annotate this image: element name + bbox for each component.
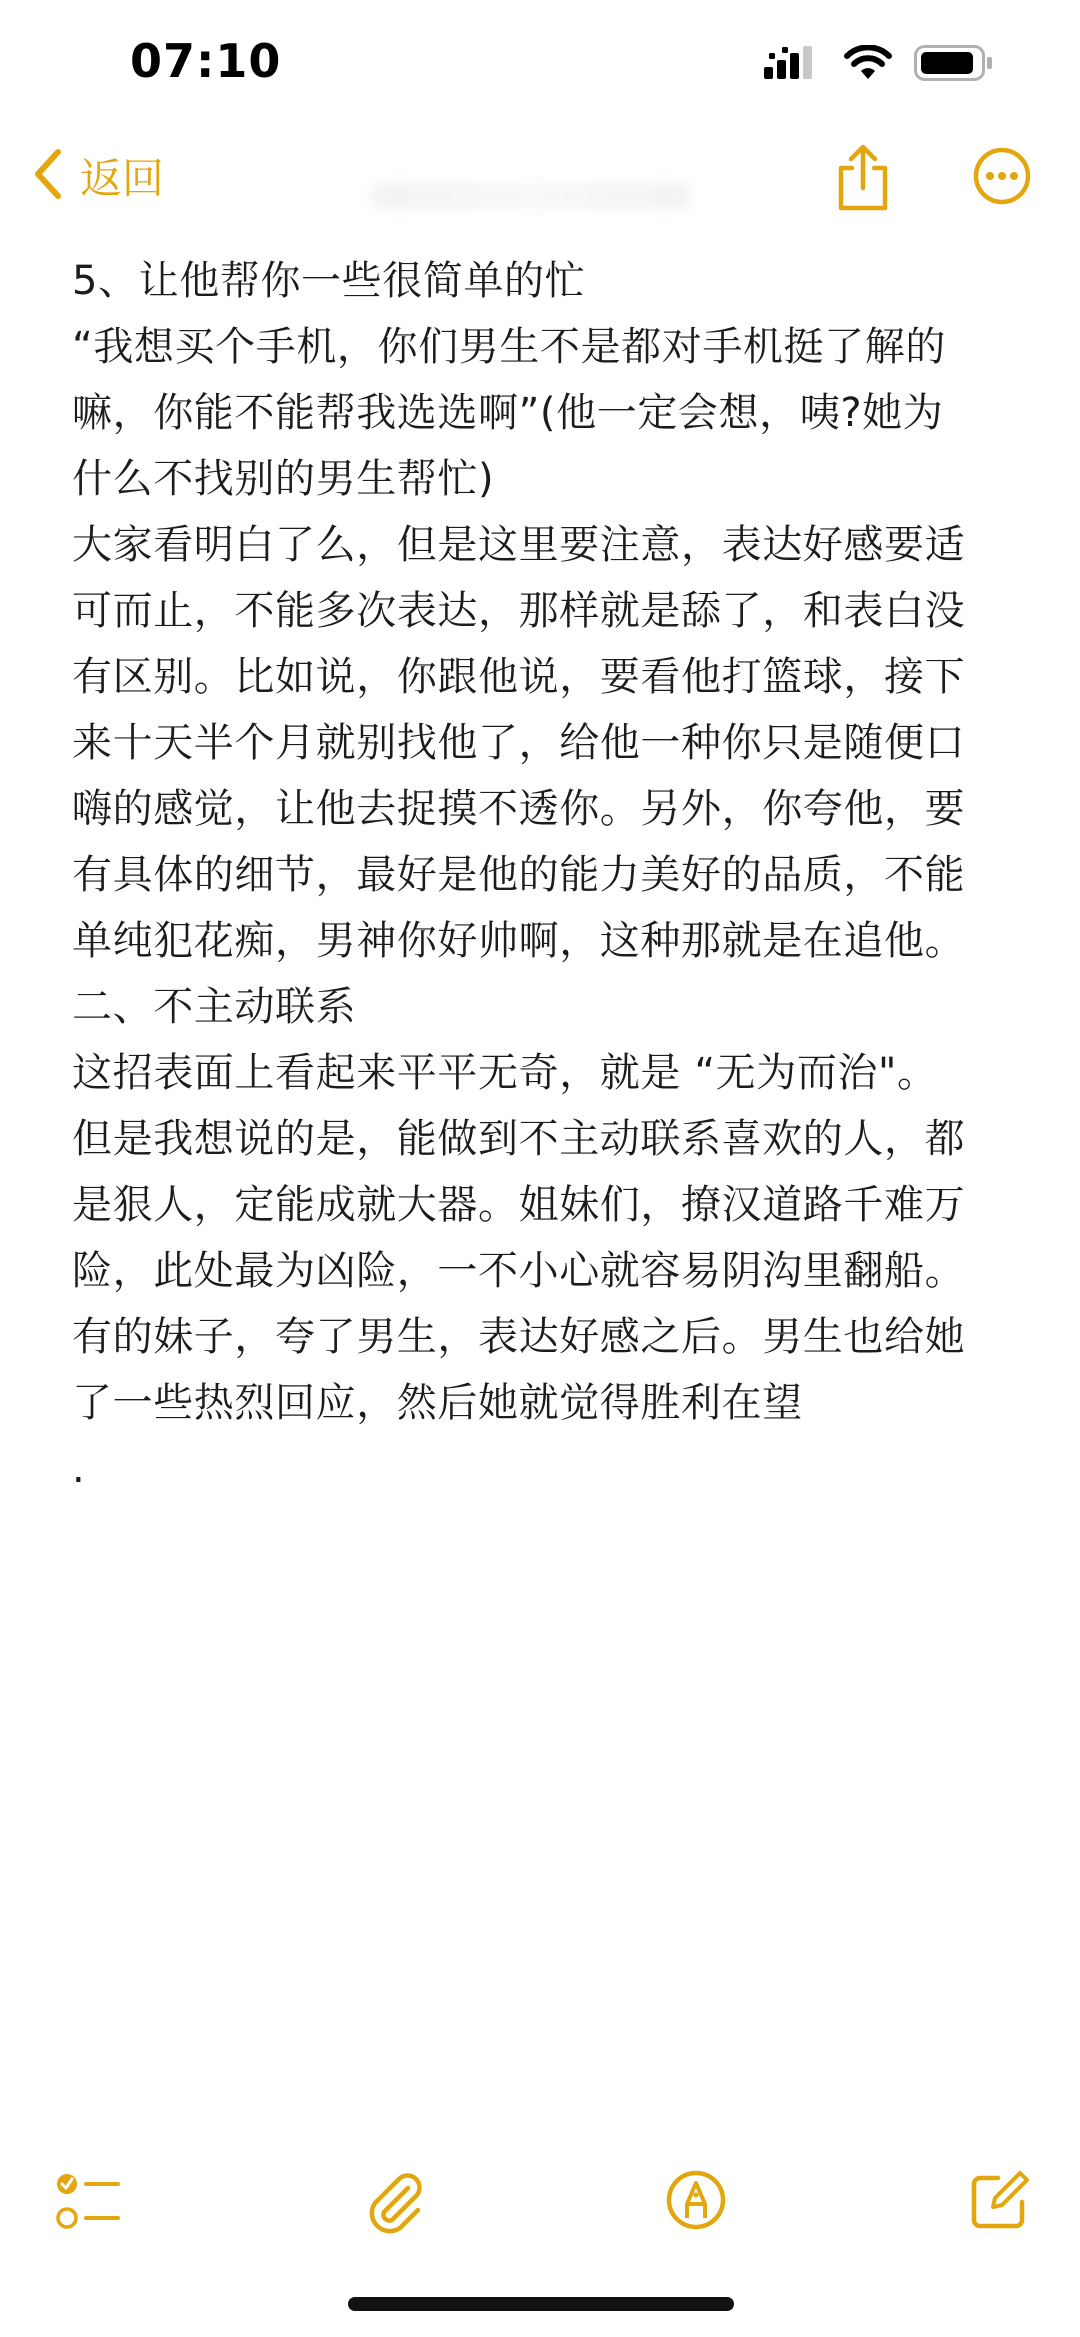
- note-line: 单纯犯花痴，男神你好帅啊，这种那就是在追他。: [72, 918, 966, 964]
- note-line: 险，此处最为凶险，一不小心就容易阴沟里翻船。: [72, 1248, 966, 1294]
- more-icon: [972, 191, 1032, 210]
- note-line: 有具体的细节，最好是他的能力美好的品质，不能: [72, 852, 966, 898]
- status-time: 07:10: [130, 34, 282, 88]
- note-line: 可而止，不能多次表达，那样就是舔了，和表白没: [72, 588, 966, 634]
- status-icons: [764, 44, 994, 82]
- blurred-title: [370, 182, 690, 210]
- note-line: 有区别。比如说，你跟他说，要看他打篮球，接下: [72, 654, 966, 700]
- checklist-icon: [54, 2219, 122, 2238]
- note-line: 有的妹子，夸了男生，表达好感之后。男生也给她: [72, 1314, 966, 1360]
- back-label: 返回: [80, 154, 165, 203]
- note-line: 嘛，你能不能帮我选选啊”(他一定会想，咦?她为: [72, 390, 944, 436]
- section-heading: 二、不主动联系: [72, 984, 357, 1030]
- checklist-button[interactable]: [54, 2168, 122, 2238]
- note-line: 了一些热烈回应，然后她就觉得胜利在望: [72, 1380, 803, 1426]
- more-button[interactable]: [972, 146, 1032, 210]
- note-line: 嗨的感觉，让他去捉摸不透你。另外，你夸他，要: [72, 786, 966, 832]
- note-line: 这招表面上看起来平平无奇，就是 “无为而治"。: [72, 1050, 938, 1096]
- attach-button[interactable]: [362, 2168, 428, 2238]
- note-line: 5、让他帮你一些很简单的忙: [72, 258, 586, 304]
- paperclip-icon: [362, 2219, 428, 2238]
- wifi-icon: [844, 45, 892, 81]
- markup-pen-icon: [664, 2217, 728, 2236]
- note-line: “我想买个手机，你们男生不是都对手机挺了解的: [72, 324, 946, 370]
- share-icon: [832, 199, 894, 218]
- compose-icon: [968, 2217, 1032, 2236]
- note-line: 但是我想说的是，能做到不主动联系喜欢的人，都: [72, 1116, 966, 1162]
- status-bar: [0, 0, 1080, 130]
- note-body[interactable]: [72, 248, 1022, 1502]
- cellular-signal-icon: [764, 45, 822, 81]
- back-button[interactable]: [30, 146, 164, 206]
- note-line: .: [72, 1446, 86, 1492]
- markup-button[interactable]: [664, 2168, 728, 2236]
- compose-button[interactable]: [968, 2168, 1032, 2236]
- battery-icon: [914, 44, 994, 82]
- note-line: 大家看明白了么，但是这里要注意，表达好感要适: [72, 522, 966, 568]
- note-line: 来十天半个月就别找他了，给他一种你只是随便口: [72, 720, 966, 766]
- share-button[interactable]: [832, 142, 894, 218]
- note-line: 是狠人，定能成就大器。姐妹们，撩汉道路千难万: [72, 1182, 966, 1228]
- home-indicator[interactable]: [348, 2297, 734, 2311]
- navigation-bar: [0, 130, 1080, 240]
- note-line: 什么不找别的男生帮忙): [72, 456, 495, 502]
- chevron-left-icon: [30, 146, 64, 206]
- bottom-toolbar: [0, 2160, 1080, 2250]
